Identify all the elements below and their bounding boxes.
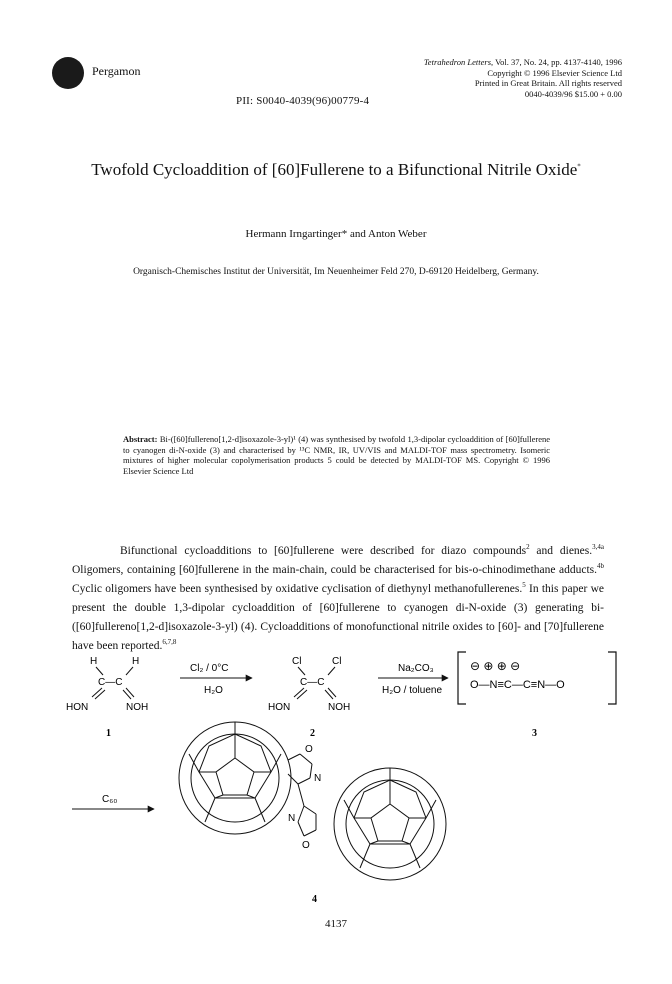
double-bond: [325, 690, 333, 699]
double-bond: [95, 690, 105, 699]
text-run: and dienes.: [529, 545, 593, 557]
bis-isoxazoline-linker: [288, 744, 321, 851]
citation-ref: 5: [522, 581, 526, 590]
compound-1-structure: [66, 656, 148, 713]
price-line: 0040-4039/96 $15.00 + 0.00: [524, 88, 622, 99]
journal-volume: , Vol. 37, No. 24, pp. 4137-4140, 1996: [491, 57, 622, 67]
citation-ref: 6,7,8: [162, 638, 177, 647]
text-run: Oligomers, containing [60]fullerene in the main-chain, could be characterised for bis-o-chinodimethane adducts.: [72, 564, 597, 576]
bracket-right: [608, 652, 616, 704]
publisher-name: Pergamon: [92, 64, 141, 78]
reaction-scheme: [60, 650, 620, 930]
double-bond: [123, 690, 131, 699]
body-text: [72, 542, 604, 656]
fullerene-right: [334, 768, 446, 880]
compound-label-3: 3: [532, 728, 537, 739]
page-number: 4137: [325, 918, 347, 930]
article-title-text: Twofold Cycloaddition of [60]Fullerene to a Bifunctional Nitrile Oxide: [91, 160, 578, 179]
abstract-text: Bi-([60]fullereno[1,2-d]isoxazole-3-yl)¹ (4) was synthesised by twofold 1,3-dipolar cycloaddition of [60]fullerene to cyanogen di-N-oxide (3) and characterised by ¹³C NMR, IR, UV/VIS and MALDI-TOF mass spectrometry. Isomeric mixtures of higher molecular copolymerisation products 5 could be detected by MALDI-TOF MS. Copyright © 1996 Elsevier Science Ltd: [123, 434, 550, 476]
compound-2-structure: [268, 656, 350, 713]
atom-label: N: [314, 773, 322, 784]
formal-charges: ⊖ ⊕ ⊕ ⊖: [470, 659, 521, 673]
affiliation: Organisch-Chemisches Institut der Universität, Im Neuenheimer Feld 270, D-69120 Heidelberg, Germany.: [133, 267, 539, 277]
abstract-label: Abstract:: [123, 434, 158, 444]
atom-label: NOH: [126, 702, 149, 713]
bracket-left: [458, 652, 466, 704]
atom-label: O: [302, 840, 310, 851]
bond: [96, 667, 103, 675]
text-run: In this paper we present the double 1,3-dipolar cycloaddition of [60]fullerene to cyanogen di-N-oxide (3) generating bi-([60]fullereno[1,2-d]isoxazole-3-yl) (4). Cycloadditions of monofunctional nitrile oxides to [60]- and [70]fullerene have been reported.: [72, 583, 604, 652]
atom-label: N: [288, 813, 296, 824]
atom-label: Cl: [332, 656, 342, 667]
paragraph: [72, 542, 604, 656]
pergamon-logo: [52, 57, 84, 89]
atom-label: HON: [268, 702, 291, 713]
citation-ref: 3,4a: [592, 543, 604, 552]
abstract: [123, 434, 550, 476]
double-bond: [328, 688, 336, 697]
text-run: Cyclic oligomers have been synthesised by oxidative cyclisation of diethynyl methanofullerenes.: [72, 583, 523, 595]
bond: [126, 667, 133, 675]
reagent-label: Na₂CO₃: [398, 663, 434, 674]
author-list: Hermann Irngartinger* and Anton Weber: [245, 228, 427, 240]
atom-label: C—C: [300, 677, 325, 688]
compound-label-4: 4: [312, 894, 317, 905]
journal-citation: [282, 57, 622, 99]
article-title: [0, 160, 672, 180]
atom-label: Cl: [292, 656, 302, 667]
text-run: Bifunctional cycloadditions to [60]fullerene were described for diazo compounds: [120, 545, 527, 557]
atom-label: NOH: [328, 702, 351, 713]
copyright-line: Copyright © 1996 Elsevier Science Ltd: [487, 67, 622, 78]
compound-3-structure: [458, 652, 616, 704]
double-bond: [92, 688, 102, 697]
atom-label: H: [90, 656, 98, 667]
printed-line: Printed in Great Britain. All rights reserved: [474, 78, 622, 88]
structural-formula: O—N≡C—C≡N—O: [470, 679, 565, 691]
bond: [298, 667, 305, 675]
pii-code: PII: S0040-4039(96)00779-4: [236, 95, 370, 107]
double-bond: [126, 688, 134, 697]
reagent-label: Cl₂ / 0°C: [190, 663, 229, 674]
fullerene-left: [179, 722, 291, 834]
citation-ref: 4b: [597, 562, 604, 571]
atom-label: H: [132, 656, 140, 667]
citation-ref: 2: [526, 543, 530, 552]
atom-label: HON: [66, 702, 89, 713]
compound-label-1: 1: [106, 728, 111, 739]
compound-label-2: 2: [310, 728, 315, 739]
journal-name: Tetrahedron Letters: [423, 57, 492, 67]
title-footnote-mark: *: [577, 162, 581, 171]
atom-label: O: [305, 744, 313, 755]
reagent-label: C₆₀: [102, 794, 118, 805]
reagent-label: H₂O / toluene: [382, 685, 443, 696]
double-bond: [294, 688, 304, 697]
double-bond: [297, 690, 307, 699]
reagent-label: H₂O: [204, 685, 223, 696]
atom-label: C—C: [98, 677, 123, 688]
bond: [328, 667, 335, 675]
